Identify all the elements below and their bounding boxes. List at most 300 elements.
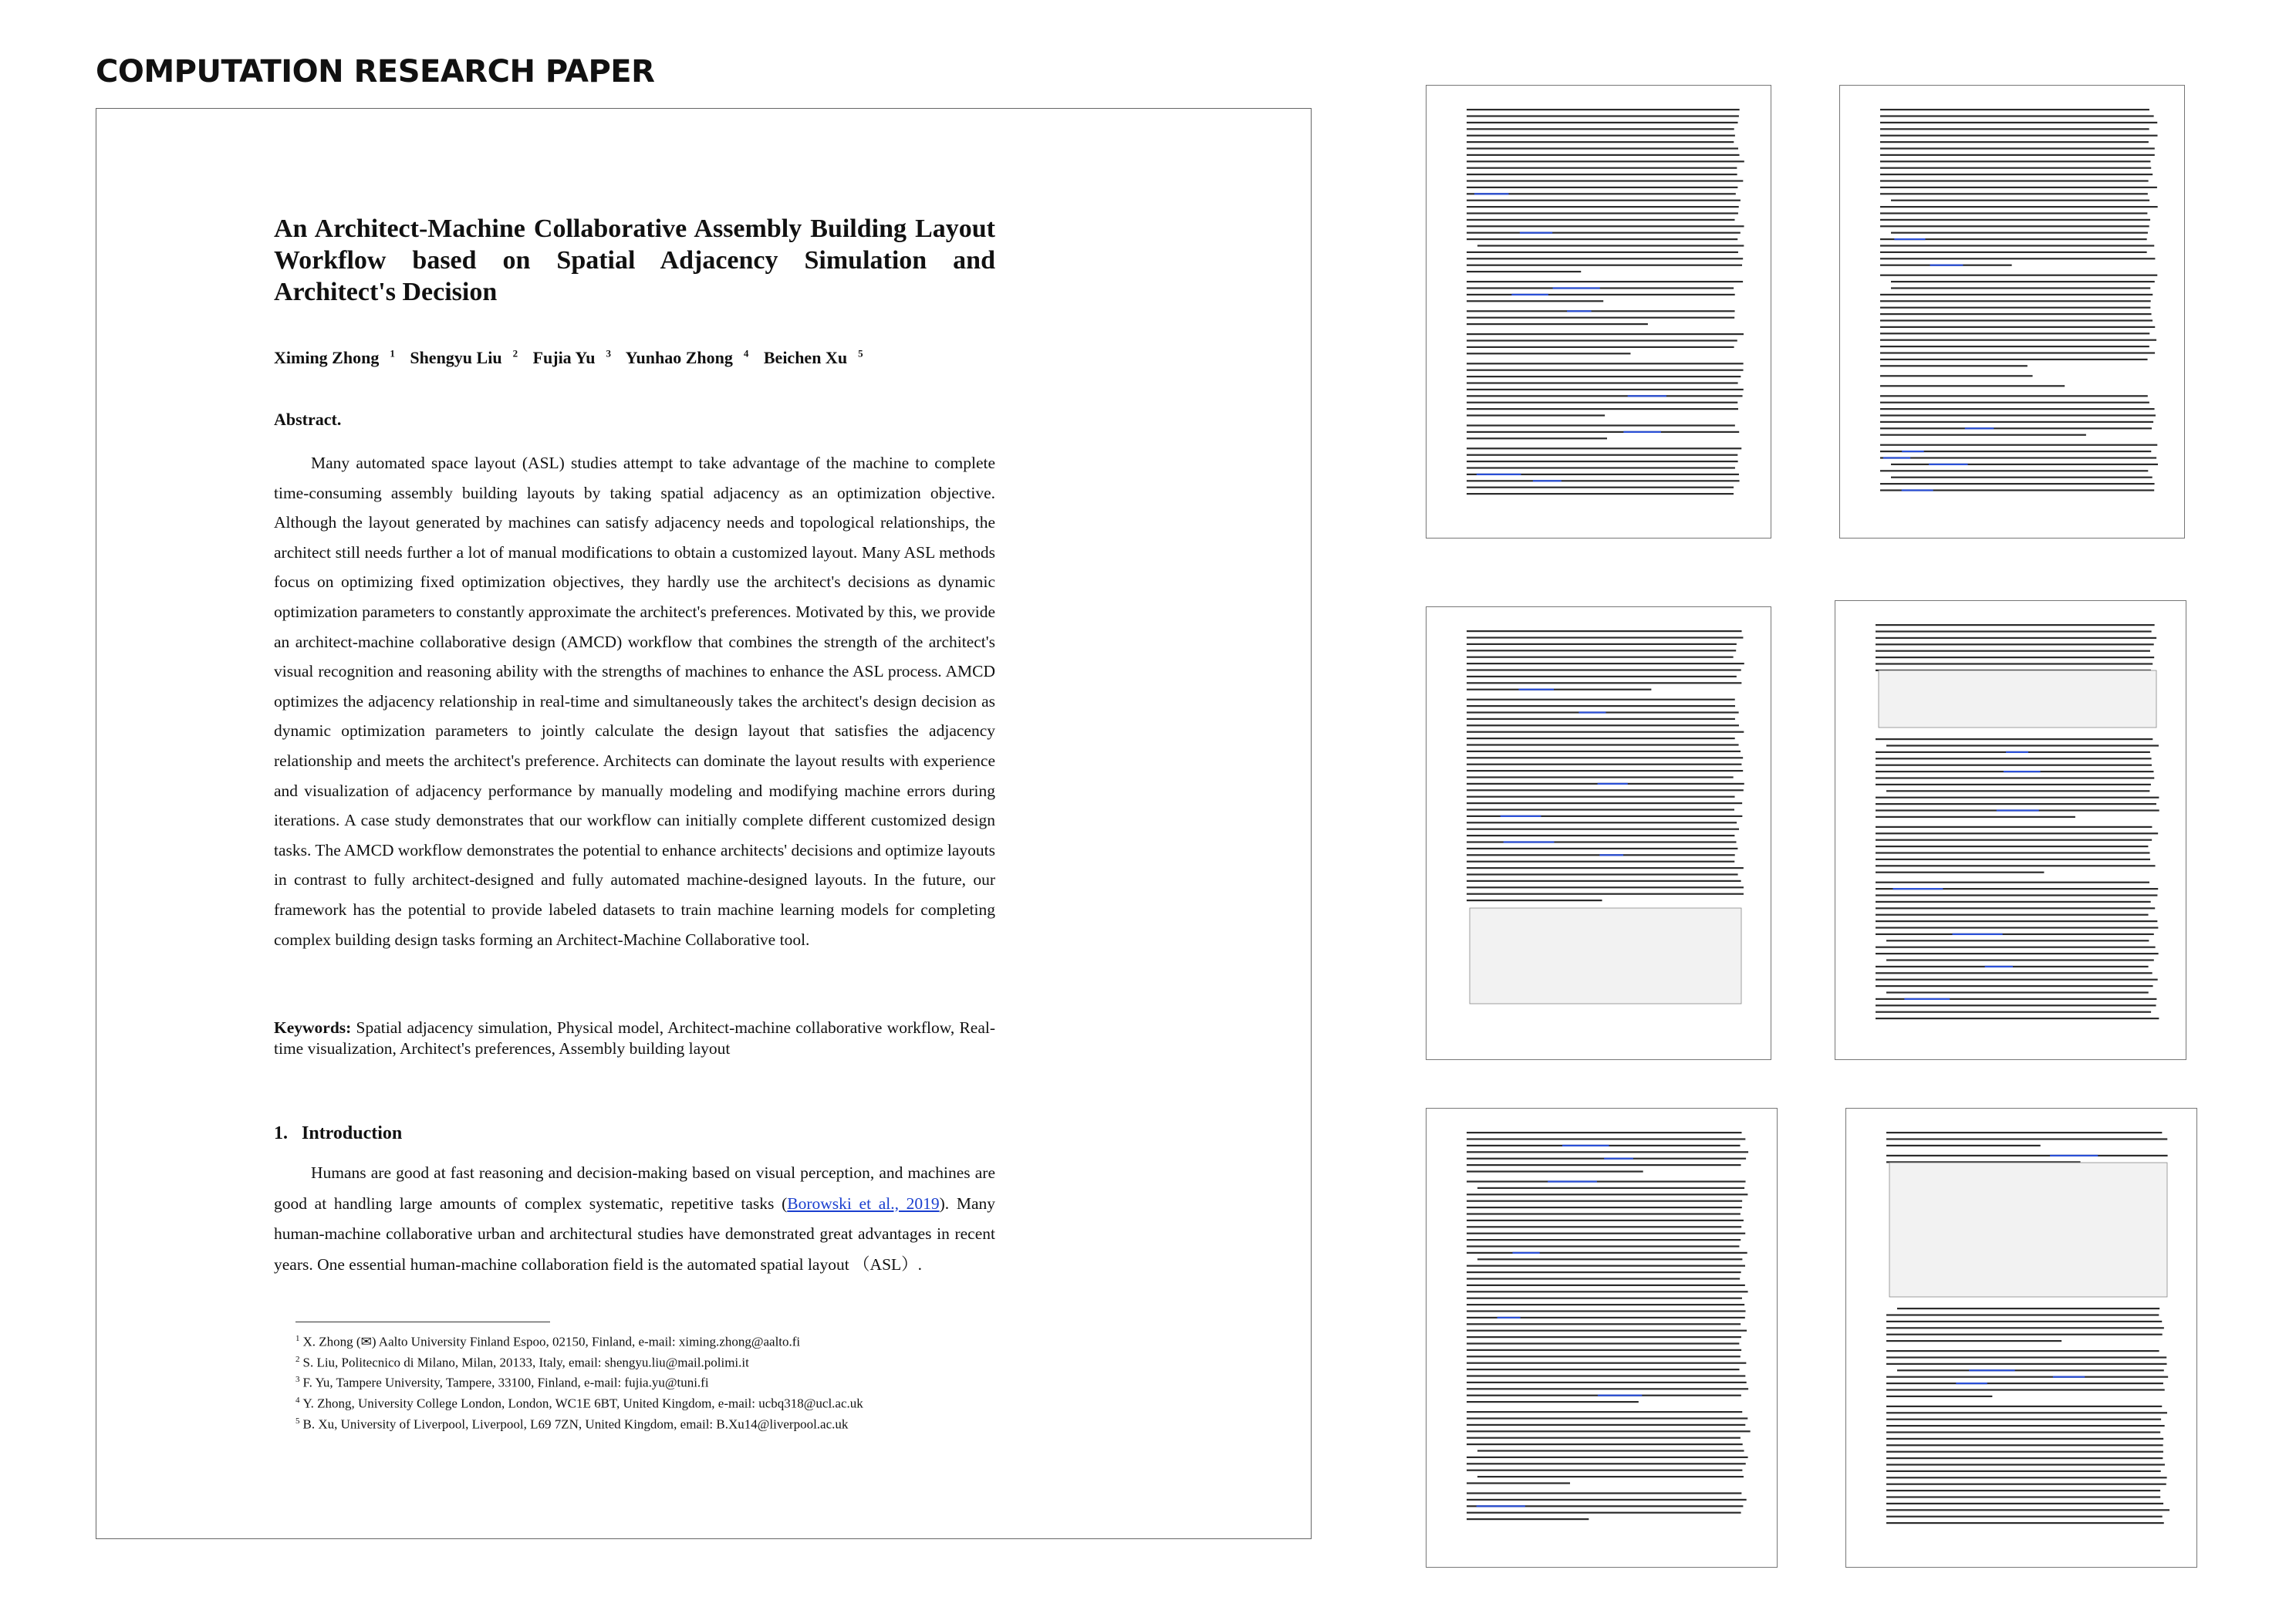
thumbnail-line: [1467, 1252, 1747, 1254]
thumbnail-line: [1477, 1258, 1742, 1260]
thumbnail-line: [1467, 802, 1742, 804]
thumbnail-line: [1467, 154, 1740, 156]
thumbnail-line: [1477, 1187, 1744, 1189]
thumbnail-line: [1467, 300, 1603, 302]
thumbnail-line: [1876, 846, 2148, 847]
thumbnail-line: [1467, 265, 1742, 266]
thumbnail-line: [1876, 624, 2155, 626]
thumbnail-line: [1886, 1451, 2163, 1453]
thumbnail-line: [1467, 689, 1651, 690]
thumbnail-line: [1467, 796, 1735, 798]
thumbnail-line: [1467, 835, 1734, 836]
thumbnail-line: [1880, 258, 2155, 259]
thumbnail-line: [1880, 212, 2147, 214]
thumbnail-line: [1997, 809, 2039, 811]
thumbnail-line: [1467, 370, 1744, 371]
thumbnail-line: [1467, 238, 1737, 240]
thumbnail-line: [1876, 882, 2149, 883]
thumbnail-line: [1886, 940, 2149, 941]
thumbnail-line: [1467, 167, 1737, 169]
thumbnail-line: [1467, 1499, 1747, 1501]
thumbnail-line: [1880, 352, 2155, 353]
thumbnail-line: [1880, 167, 2151, 169]
thumbnail-line: [1467, 731, 1744, 733]
thumbnail-line: [1467, 1417, 1747, 1419]
thumbnail-line: [1891, 200, 2149, 201]
thumbnail-line: [1467, 339, 1737, 341]
thumbnail-line: [1467, 382, 1738, 383]
thumbnail-line: [1886, 1477, 2167, 1478]
thumbnail-line: [1467, 1271, 1741, 1273]
thumbnail-line: [2050, 1155, 2098, 1156]
thumbnail-line: [1467, 1518, 1589, 1520]
thumbnail-line: [1467, 1265, 1745, 1267]
thumbnail-line: [1467, 829, 1739, 830]
thumbnail-line: [1467, 873, 1738, 875]
thumbnail-line: [1880, 444, 2157, 446]
thumbnail-line: [1965, 427, 1994, 429]
thumbnail-line: [1467, 848, 1737, 849]
thumbnail-line: [1467, 1132, 1741, 1133]
thumbnail-line: [1467, 1226, 1741, 1227]
thumbnail-line: [1886, 1145, 2041, 1146]
thumbnail-line: [1880, 128, 2149, 130]
thumbnail-line: [1880, 457, 2156, 458]
thumbnail-line: [1886, 1516, 2163, 1518]
thumbnail-line: [1876, 1004, 2156, 1006]
thumbnail-line: [1467, 109, 1740, 110]
thumbnail-line: [1467, 454, 1737, 456]
thumbnail-line: [1562, 1145, 1609, 1146]
thumbnail-line: [1467, 174, 1737, 175]
thumbnail-line: [1467, 757, 1743, 758]
thumbnail-line: [1880, 427, 2152, 429]
thumbnail-line: [1467, 376, 1741, 377]
thumbnail-line: [1929, 464, 1968, 465]
thumbnail-line: [1467, 1401, 1639, 1403]
thumbnail-line: [1467, 643, 1737, 645]
thumbnail-line: [1876, 872, 2044, 873]
footnote: $^4$ Y. Zhong, University College London, London, WC1E 6BT, United Kingdom, e-mail: ucbq318@ucl.ac.uk: [295, 1395, 863, 1411]
keywords: [274, 1018, 995, 1059]
thumbnail-line: [1902, 451, 1924, 452]
page-thumbnail-4[interactable]: [1426, 606, 1771, 1060]
thumbnail-line: [1467, 1200, 1742, 1202]
thumbnail-line: [1477, 245, 1744, 246]
thumbnail-line: [1467, 789, 1744, 791]
page-thumbnail-5[interactable]: [1835, 600, 2186, 1060]
thumbnail-line: [1467, 893, 1744, 895]
thumbnail-line: [1467, 1512, 1741, 1514]
thumbnail-text-lines: [1840, 86, 2186, 539]
thumbnail-line: [1474, 193, 1508, 194]
thumbnail-line: [1467, 636, 1743, 638]
thumbnail-text-lines: [1427, 86, 1772, 539]
thumbnail-line: [1467, 389, 1744, 390]
thumbnail-line: [1886, 1438, 2163, 1440]
thumbnail-line: [1880, 141, 2149, 143]
thumbnail-line: [1467, 424, 1735, 426]
thumbnail-line: [1497, 1317, 1521, 1318]
thumbnail-line: [1956, 1383, 1987, 1384]
thumbnail-line: [1897, 1308, 2159, 1309]
thumbnail-line: [1876, 1018, 2159, 1019]
thumbnail-line: [1876, 1011, 2151, 1013]
thumbnail-line: [1876, 859, 2150, 860]
thumbnail-line: [1876, 953, 2159, 954]
thumbnail-line: [1477, 1450, 1744, 1451]
thumbnail-line: [1467, 657, 1734, 658]
thumbnail-line: [1886, 1314, 2159, 1315]
thumbnail-line: [1599, 854, 1623, 856]
thumbnail-line: [1467, 1239, 1741, 1241]
thumbnail-line: [1467, 363, 1744, 364]
thumbnail-line: [1467, 867, 1744, 869]
thumbnail-line: [1467, 770, 1743, 771]
thumbnail-line: [1880, 470, 2148, 471]
thumbnail-line: [1467, 346, 1734, 348]
thumbnail-line: [1467, 160, 1744, 162]
thumbnail-line: [1891, 232, 2148, 234]
thumbnail-line: [1467, 663, 1744, 664]
thumbnail-line: [1467, 1443, 1743, 1445]
thumbnail-line: [1930, 265, 1963, 266]
thumbnail-line: [1467, 1349, 1741, 1351]
thumbnail-line: [1880, 346, 2149, 347]
thumbnail-line: [1467, 461, 1738, 462]
thumbnail-line: [1876, 894, 2157, 896]
thumbnail-line: [1467, 333, 1744, 335]
thumbnail-line: [1467, 718, 1735, 720]
thumbnail-line: [1467, 206, 1739, 208]
thumbnail-line: [1467, 135, 1735, 137]
thumbnail-line: [1891, 477, 2152, 478]
thumbnail-line: [1880, 339, 2156, 341]
thumbnail-line: [1876, 839, 2152, 841]
thumbnail-line: [1467, 1457, 1748, 1458]
thumbnail-line: [1467, 323, 1648, 325]
thumbnail-line: [1880, 180, 2149, 181]
thumbnail-line: [1985, 966, 2013, 967]
thumbnail-line: [1880, 307, 2150, 309]
thumbnail-line: [1467, 1180, 1746, 1182]
thumbnail-line: [1467, 886, 1744, 888]
thumbnail-line: [1886, 1376, 2168, 1378]
thumbnail-line: [1467, 402, 1737, 403]
thumbnail-line: [1467, 1291, 1748, 1292]
page-thumbnail-6[interactable]: [1426, 1108, 1778, 1568]
thumbnail-line: [1876, 901, 2151, 903]
thumbnail-line: [1880, 160, 2150, 162]
thumbnail-line: [1467, 122, 1738, 123]
thumbnail-line: [1876, 803, 2156, 805]
author: Beichen Xu $^5$: [763, 348, 863, 368]
thumbnail-line: [1467, 699, 1735, 701]
thumbnail-line: [1880, 275, 2157, 276]
thumbnail-line: [1467, 751, 1741, 752]
thumbnail-line: [1886, 1509, 2169, 1511]
footnote: $^1$ X. Zhong (✉) Aalto University Finland Espoo, 02150, Finland, e-mail: ximing.zhong@aalto.fi: [295, 1334, 801, 1349]
thumbnail-line: [1467, 200, 1741, 201]
thumbnail-line: [1883, 457, 1910, 458]
thumbnail-line: [1467, 294, 1735, 295]
footnote: $^2$ S. Liu, Politecnico di Milano, Milan, 20133, Italy, email: shengyu.liu@mail.polimi.it: [295, 1354, 749, 1370]
thumbnail-line: [1886, 1327, 2164, 1329]
thumbnail-line: [1467, 1245, 1739, 1247]
thumbnail-line: [1623, 431, 1661, 433]
thumbnail-line: [1467, 1463, 1746, 1464]
page-thumbnail-3[interactable]: [1839, 85, 2185, 539]
thumbnail-line: [1467, 1424, 1745, 1426]
thumbnail-line: [1876, 816, 2075, 818]
thumbnail-line: [1467, 219, 1734, 221]
thumbnail-line: [1467, 147, 1738, 149]
thumbnail-line: [1467, 1278, 1740, 1279]
thumbnail-line: [1467, 287, 1734, 289]
thumbnail-line: [1886, 1363, 2167, 1365]
thumbnail-line: [1886, 1431, 2160, 1433]
thumbnail-line: [1886, 1356, 2166, 1358]
thumbnail-line: [1467, 900, 1602, 901]
thumbnail-line: [1880, 300, 2151, 302]
thumbnail-line: [1876, 985, 2153, 987]
thumbnail-line: [1467, 1304, 1744, 1305]
thumbnail-line: [1880, 421, 2153, 423]
footnote: $^3$ F. Yu, Tampere University, Tampere, 33100, Finland, e-mail: fujia.yu@tuni.fi: [295, 1375, 709, 1390]
thumbnail-line: [1876, 972, 2152, 974]
thumbnail-line: [1880, 147, 2155, 149]
page-thumbnail-2[interactable]: [1426, 85, 1771, 539]
thumbnail-line: [1886, 1340, 2061, 1342]
thumbnail-line: [1886, 1464, 2165, 1465]
thumbnail-line: [1604, 1158, 1633, 1160]
footnote: $^5$ B. Xu, University of Liverpool, Liverpool, L69 7ZN, United Kingdom, email: B.Xu14@liverpool.ac.uk: [295, 1416, 849, 1432]
thumbnail-line: [1880, 434, 2086, 436]
thumbnail-line: [1467, 271, 1581, 272]
thumbnail-line: [2053, 1376, 2085, 1378]
thumbnail-line: [1876, 826, 2152, 828]
thumbnail-line: [1511, 294, 1548, 295]
header-title: COMPUTATION RESEARCH PAPER: [96, 54, 655, 89]
thumbnail-line: [1880, 294, 2152, 295]
thumbnail-line: [1891, 281, 2155, 282]
thumbnail-line: [1886, 1419, 2161, 1420]
thumbnail-line: [1518, 689, 1554, 690]
thumbnail-line: [1467, 1285, 1745, 1286]
thumbnail-line: [1880, 414, 2156, 416]
thumbnail-line: [1477, 474, 1521, 475]
thumbnail-line: [1467, 1482, 1570, 1484]
thumbnail-line: [1467, 1375, 1745, 1376]
thumbnail-line: [1467, 809, 1734, 810]
thumbnail-line: [1467, 744, 1739, 745]
thumbnail-text-lines: [1835, 601, 2187, 1061]
thumbnail-line: [1520, 232, 1552, 234]
thumbnail-line: [1467, 115, 1739, 116]
thumbnail-line: [1880, 359, 2148, 360]
thumbnail-line: [1477, 1476, 1744, 1477]
page-thumbnail-7[interactable]: [1845, 1108, 2197, 1568]
thumbnail-line: [1886, 1138, 2167, 1140]
thumbnail-line: [1876, 947, 2156, 948]
thumbnail-line: [1876, 907, 2155, 909]
thumbnail-line: [1467, 414, 1605, 416]
thumbnail-line: [1876, 927, 2158, 928]
thumbnail-line: [1886, 1490, 2160, 1491]
thumbnail-line: [1467, 764, 1741, 765]
thumbnail-line: [2004, 771, 2041, 772]
thumbnail-line: [1880, 395, 2148, 397]
thumbnail-line: [1880, 187, 2157, 188]
thumbnail-line: [1880, 122, 2157, 123]
thumbnail-line: [1467, 1330, 1747, 1332]
thumbnail-line: [1886, 1470, 2161, 1472]
citation-link[interactable]: Borowski et al., 2019: [787, 1194, 940, 1213]
thumbnail-line: [1876, 852, 2149, 853]
thumbnail-line: [1886, 1334, 2163, 1335]
thumbnail-line: [1880, 225, 2149, 227]
thumbnail-line: [1886, 790, 2149, 792]
thumbnail-line: [1886, 959, 2154, 961]
author: Fujia Yu $^3$: [532, 348, 611, 368]
abstract-text: Many automated space layout (ASL) studies attempt to take advantage of the machine to complete time-consuming assembly building layouts by taking spatial adjacency as an optimization objective. Although the layout generated by machines can satisfy adjacency needs and topological relationships, the architect still needs further a lot of manual modifications to obtain a customized layout. Many ASL methods focus on optimizing fixed optimization objectives, they hardly use the architect's decisions as dynamic optimization parameters to constantly approximate the architect's preferences. Motivated by this, we provide an architect-machine collaborative design (AMCD) workflow that combines the strength of the architect's visual recognition and reasoning ability with the strengths of machines to enhance the ASL process. AMCD optimizes the adjacency relationship in real-time and simultaneously takes the architect's design decision as dynamic optimization parameters to jointly calculate the design layout that satisfies the adjacency relationship and meets the architect's preference. Architects can dominate the layout results with experience and visualization of adjacency performance by manually modeling and modifying machine errors during iterations. A case study demonstrates that our workflow can initially complete different customized design tasks. The AMCD workflow demonstrates the potential to enhance architects' decisions and optimize layouts in contrast to fully architect-designed and fully automated machine-designed layouts. In the future, our framework has the potential to provide labeled datasets to train machine learning models for completing complex building design tasks forming an Architect-Machine Collaborative tool.: [274, 454, 995, 949]
thumbnail-line: [1467, 650, 1736, 651]
thumbnail-line: [1467, 1411, 1742, 1413]
thumbnail-line: [1880, 252, 2147, 253]
thumbnail-line: [1904, 998, 1950, 1000]
thumbnail-line: [1467, 141, 1734, 143]
thumbnail-line: [1886, 744, 2159, 746]
thumbnail-line: [1467, 724, 1739, 726]
thumbnail-line: [1876, 657, 2154, 658]
thumbnail-line: [1969, 1369, 2015, 1371]
thumbnail-figure: [1470, 908, 1741, 1004]
author: Shengyu Liu $^2$: [410, 348, 518, 368]
thumbnail-line: [1467, 437, 1607, 439]
thumbnail-line: [1467, 252, 1738, 253]
thumbnail-line: [1880, 385, 2065, 387]
thumbnail-line: [1893, 888, 1943, 890]
thumbnail-line: [1880, 408, 2155, 410]
thumbnail-line: [1876, 914, 2149, 916]
thumbnail-line: [1897, 1369, 2164, 1371]
thumbnail-line: [1876, 777, 2154, 778]
thumbnail-line: [1467, 1356, 1741, 1357]
author: Ximing Zhong $^1$: [274, 348, 395, 368]
thumbnail-line: [1876, 650, 2150, 652]
thumbnail-line: [1876, 643, 2154, 645]
thumbnail-line: [1886, 1155, 2168, 1156]
thumbnail-line: [1467, 1437, 1741, 1439]
thumbnail-line: [1886, 1321, 2162, 1322]
abstract-heading: Abstract.: [274, 410, 342, 429]
thumbnail-line: [1880, 333, 2149, 334]
thumbnail-line: [1598, 1395, 1642, 1396]
keywords-text: Spatial adjacency simulation, Physical model, Architect-machine collaborative workflow, Real-time visualization, Architect's preferences, Assembly building layout: [274, 1018, 995, 1058]
thumbnail-line: [1467, 822, 1737, 823]
thumbnail-line: [1880, 483, 2155, 484]
thumbnail-line: [1467, 1342, 1739, 1344]
thumbnail-line: [1886, 1425, 2165, 1426]
thumbnail-line: [1880, 326, 2155, 328]
thumbnail-line: [1886, 991, 2149, 993]
thumbnail-line: [1467, 1388, 1748, 1389]
thumbnail-line: [1467, 1382, 1747, 1383]
thumbnail-line: [1467, 669, 1741, 670]
footnotes: [295, 1330, 1005, 1433]
thumbnail-line: [1567, 310, 1591, 312]
thumbnail-text-lines: [1427, 607, 1772, 1061]
thumbnail-line: [1876, 865, 2156, 866]
thumbnail-line: [1467, 1151, 1748, 1153]
thumbnail-line: [1886, 1396, 1992, 1397]
thumbnail-line: [1467, 1369, 1740, 1370]
thumbnail-text-lines: [1846, 1109, 2198, 1568]
author: Yunhao Zhong $^4$: [625, 348, 749, 368]
thumbnail-line: [1902, 489, 1933, 491]
thumbnail-line: [1467, 1233, 1745, 1234]
thumbnail-line: [1886, 1350, 2159, 1352]
thumbnail-line: [1880, 402, 2149, 403]
thumbnail-line: [1880, 154, 2155, 156]
introduction-text: Humans are good at fast reasoning and decision-making based on visual perception, and machines are good at handling large amounts of complex systematic, repetitive tasks (Borowski et al., 2019). Many human-machine collaborative urban and architectural studies have demonstrated great advantages in recent years. One essential human-machine collaboration field is the automated spatial layout （ASL）.: [274, 1163, 995, 1274]
thumbnail-line: [1886, 1383, 2163, 1384]
thumbnail-line: [1467, 880, 1741, 882]
thumbnail-line: [1467, 1220, 1744, 1221]
thumbnail-line: [1876, 784, 2151, 785]
thumbnail-line: [1467, 232, 1741, 234]
thumbnail-line: [1891, 287, 2150, 289]
thumbnail-line: [1467, 630, 1742, 632]
thumbnail-line: [1467, 1170, 1643, 1172]
thumbnail-line: [1876, 637, 2156, 639]
thumbnail-line: [1880, 206, 2158, 208]
thumbnail-line: [1880, 319, 2152, 321]
thumbnail-line: [1894, 238, 1925, 240]
thumbnail-line: [1467, 1194, 1747, 1195]
thumbnail-line: [1880, 174, 2152, 175]
thumbnail-line: [1880, 193, 2148, 194]
thumbnail-line: [1467, 447, 1741, 449]
main-paper-page: [96, 108, 1312, 1539]
thumbnail-line: [1467, 1310, 1746, 1312]
thumbnail-line: [1886, 1412, 2167, 1413]
thumbnail-line: [1578, 711, 1606, 713]
thumbnail-line: [1467, 467, 1735, 468]
thumbnail-line: [1876, 663, 2152, 664]
keywords-label: Keywords:: [274, 1018, 352, 1037]
thumbnail-line: [1467, 1164, 1741, 1166]
thumbnail-line: [1467, 180, 1743, 181]
thumbnail-line: [1548, 1180, 1597, 1182]
thumbnail-line: [1880, 219, 2150, 221]
thumbnail-line: [1886, 1132, 2162, 1133]
thumbnail-figure: [1889, 1163, 2167, 1297]
thumbnail-line: [1467, 225, 1744, 227]
thumbnail-line: [1876, 765, 2152, 766]
thumbnail-line: [1880, 109, 2149, 110]
thumbnail-line: [1467, 1323, 1741, 1325]
thumbnail-line: [1880, 375, 2033, 376]
thumbnail-line: [1876, 920, 2157, 922]
thumbnail-line: [1467, 1298, 1742, 1299]
thumbnail-line: [1467, 676, 1737, 677]
thumbnail-line: [1886, 1457, 2163, 1459]
thumbnail-line: [1467, 705, 1735, 707]
thumbnail-line: [1467, 1362, 1746, 1364]
thumbnail-line: [1467, 1336, 1741, 1338]
thumbnail-line: [1880, 135, 2157, 137]
